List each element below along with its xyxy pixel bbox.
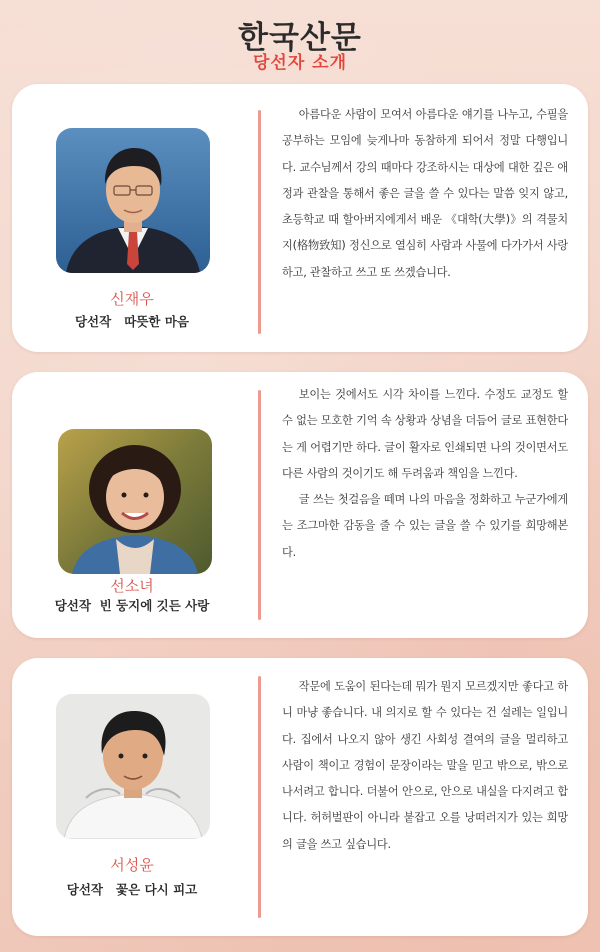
- winner-card-2: [12, 372, 588, 638]
- winner-photo: [56, 694, 210, 839]
- winning-work: 당선작 빈 둥지에 깃든 사랑: [54, 598, 210, 613]
- divider: [258, 110, 261, 334]
- statement-paragraph: 보이는 것에서도 시각 차이를 느낀다. 수정도 교정도 할 수 없는 모호한 기억 속 상황과 상념을 더듬어 글로 표현한다는 게 어렵기만 하다. 글이 활자로 인쇄되면 나의 것이면서도 다른 사람의 것이기도 해 두려움과 책임을 느낀다.: [282, 388, 568, 480]
- statement-paragraph: 작문에 도움이 된다는데 뭐가 뭔지 모르겠지만 좋다고 하니 마냥 좋습니다. 내 의지로 할 수 있다는 건 설레는 일입니다. 집에서 나오지 않아 생긴 사회성 결여의 글을 멀리하고 사람이 책이고 경험이 문장이라는 말을 믿고 밖으로, 밖으로 나서려고 합니다. 더불어 안으로, 안으로 내실을 다지려고 합니다. 허허벌판이 아니라 붙잡고 오를 낭떠러지가 있는 희망의 글을 쓰고 싶습니다.: [282, 680, 568, 851]
- statement-paragraph: 글 쓰는 첫걸음을 떼며 나의 마음을 정화하고 누군가에게는 조그마한 감동을 줄 수 있는 글을 쓸 수 있기를 희망해본다.: [282, 493, 568, 559]
- winner-statement: [282, 674, 568, 858]
- winner-card-3: [12, 658, 588, 936]
- winner-card-1: [12, 84, 588, 352]
- statement-paragraph: 아름다운 사람이 모여서 아름다운 얘기를 나누고, 수필을 공부하는 모임에 늦게나마 동참하게 되어서 정말 다행입니다. 교수님께서 강의 때마다 강조하시는 대상에 대한 깊은 애정과 관찰을 통해서 좋은 글을 쓸 수 있다는 말씀 잊지 않고, 초등학교 때 할아버지에게서 배운 《대학(大學)》의 격물치지(格物致知) 정신으로 열심히 사람과 사물에 다가가서 사랑하고, 관찰하고 쓰고 또 쓰겠습니다.: [282, 108, 568, 279]
- divider: [258, 676, 261, 918]
- winner-name: 신재우: [110, 290, 154, 308]
- header: [0, 0, 600, 80]
- page-title: 한국산문: [238, 20, 362, 56]
- divider: [258, 390, 261, 620]
- winning-work: 당선작 꽃은 다시 피고: [66, 882, 198, 897]
- winner-name: 서성윤: [110, 856, 154, 874]
- winner-statement: [282, 102, 568, 286]
- winner-statement: [282, 382, 568, 566]
- winning-work: 당선작 따뜻한 마음: [74, 314, 189, 329]
- winner-name: 선소녀: [110, 577, 154, 595]
- winner-photo: [58, 429, 212, 574]
- page-subtitle: 당선자 소개: [252, 53, 348, 73]
- winner-photo: [56, 128, 210, 273]
